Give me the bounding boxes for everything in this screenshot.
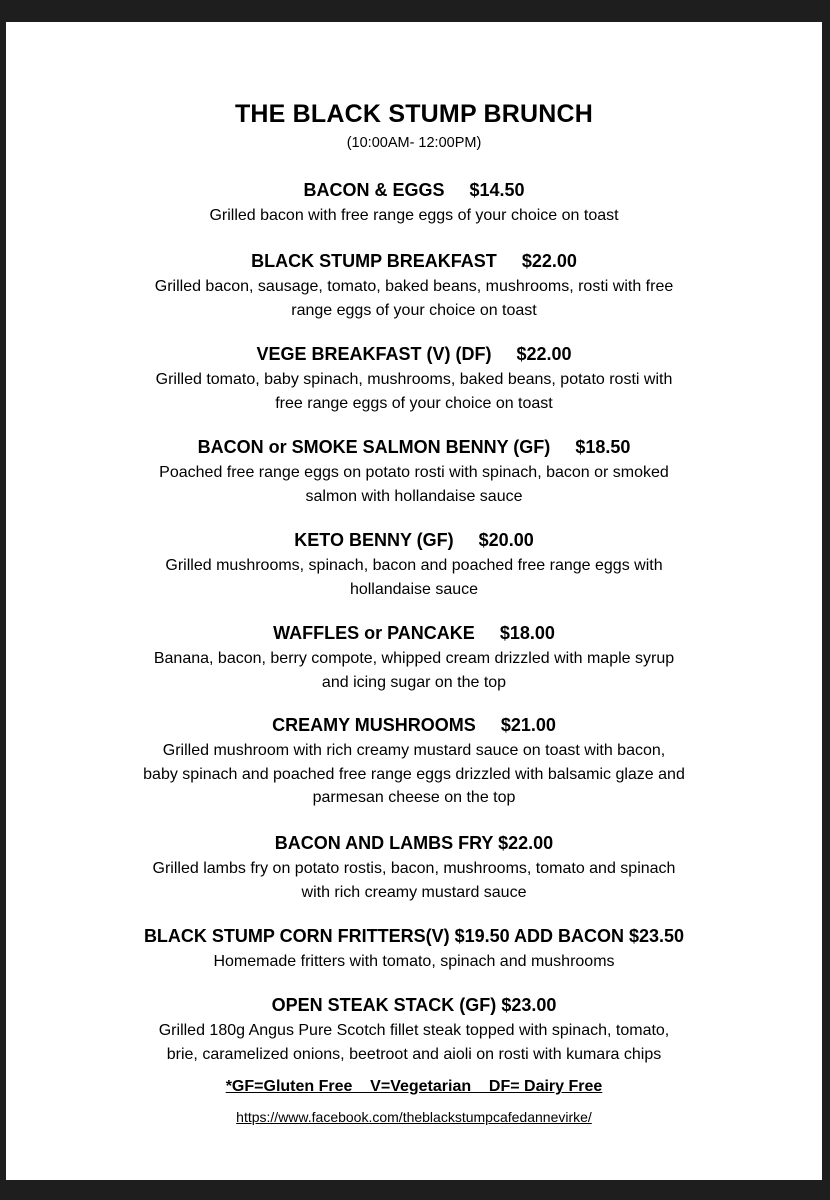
item-name: BACON AND LAMBS FRY [274, 833, 494, 853]
item-desc-line: Grilled bacon, sausage, tomato, baked beans, mushrooms, rosti with free [154, 278, 674, 295]
facebook-link[interactable]: https://www.facebook.com/theblackstumpcafedannevirke/ [236, 1109, 592, 1125]
item-desc-line: Homemade fritters with tomato, spinach and mushrooms [213, 953, 615, 970]
menu-item-vege-breakfast [6, 343, 822, 415]
item-desc-line: parmesan cheese on the top [312, 789, 516, 806]
menu-item-creamy-mushrooms [6, 714, 822, 810]
item-name: VEGE BREAKFAST (V) (DF) [256, 344, 492, 364]
menu-item-open-steak-stack [6, 994, 822, 1066]
item-price: $18.50 [575, 437, 631, 457]
item-desc-line: salmon with hollandaise sauce [305, 487, 523, 505]
item-desc-line: baby spinach and poached free range eggs drizzled with balsamic glaze and [143, 765, 685, 783]
menu-item-bacon-lambs-fry [6, 832, 822, 904]
item-desc-line: free range eggs of your choice on toast [275, 394, 553, 412]
item-price: $22.00 [498, 833, 554, 853]
item-desc-line: Grilled mushrooms, spinach, bacon and poached free range eggs with [165, 557, 663, 574]
item-desc-line: Grilled 180g Angus Pure Scotch fillet steak topped with spinach, tomato, [158, 1022, 670, 1039]
item-desc-line: brie, caramelized onions, beetroot and aioli on rosti with kumara chips [166, 1045, 662, 1063]
item-price: $18.00 [499, 623, 555, 643]
item-price: $20.00 [478, 530, 534, 550]
item-desc-line: hollandaise sauce [349, 580, 479, 598]
item-name: BACON & EGGS [303, 180, 445, 200]
item-desc-line: Grilled mushroom with rich creamy mustard sauce on toast with bacon, [162, 742, 666, 759]
menu-item-black-stump-breakfast [6, 250, 822, 322]
menu-item-corn-fritters [6, 925, 822, 974]
item-desc-line: Grilled tomato, baby spinach, mushrooms, baked beans, potato rosti with [155, 371, 673, 388]
menu-item-keto-benny [6, 529, 822, 601]
menu-title: THE BLACK STUMP BRUNCH [234, 100, 594, 128]
item-price: $22.00 [516, 344, 572, 364]
item-name: OPEN STEAK STACK (GF) [271, 995, 497, 1015]
item-name: WAFFLES or PANCAKE [273, 623, 475, 643]
item-desc-line: Poached free range eggs on potato rosti with spinach, bacon or smoked [159, 464, 669, 481]
menu-page [6, 22, 822, 1180]
item-desc-line: range eggs of your choice on toast [291, 301, 537, 319]
menu-item-waffles-pancake [6, 622, 822, 694]
item-name: BACON or SMOKE SALMON BENNY (GF) [197, 437, 551, 457]
menu-item-salmon-benny [6, 436, 822, 508]
item-price: $23.50 [629, 926, 685, 946]
item-name: KETO BENNY (GF) [294, 530, 454, 550]
item-desc-line: Banana, bacon, berry compote, whipped cream drizzled with maple syrup [153, 650, 675, 667]
item-price: $21.00 [500, 715, 556, 735]
menu-hours: (10:00AM- 12:00PM) [346, 135, 482, 151]
item-desc-line: and icing sugar on the top [321, 673, 507, 691]
dietary-legend: *GF=Gluten Free V=Vegetarian DF= Dairy Free [225, 1078, 603, 1095]
item-desc-line: Grilled bacon with free range eggs of your choice on toast [209, 207, 619, 224]
item-name: BLACK STUMP CORN FRITTERS(V) $19.50 ADD BACON [143, 926, 624, 946]
item-desc-line: Grilled lambs fry on potato rostis, bacon, mushrooms, tomato and spinach [152, 860, 676, 877]
item-price: $23.00 [501, 995, 557, 1015]
item-name: BLACK STUMP BREAKFAST [251, 251, 497, 271]
item-price: $22.00 [521, 251, 577, 271]
item-desc-line: with rich creamy mustard sauce [301, 883, 527, 901]
menu-item-bacon-eggs [6, 179, 822, 228]
item-name: CREAMY MUSHROOMS [272, 715, 476, 735]
item-price: $14.50 [469, 180, 525, 200]
